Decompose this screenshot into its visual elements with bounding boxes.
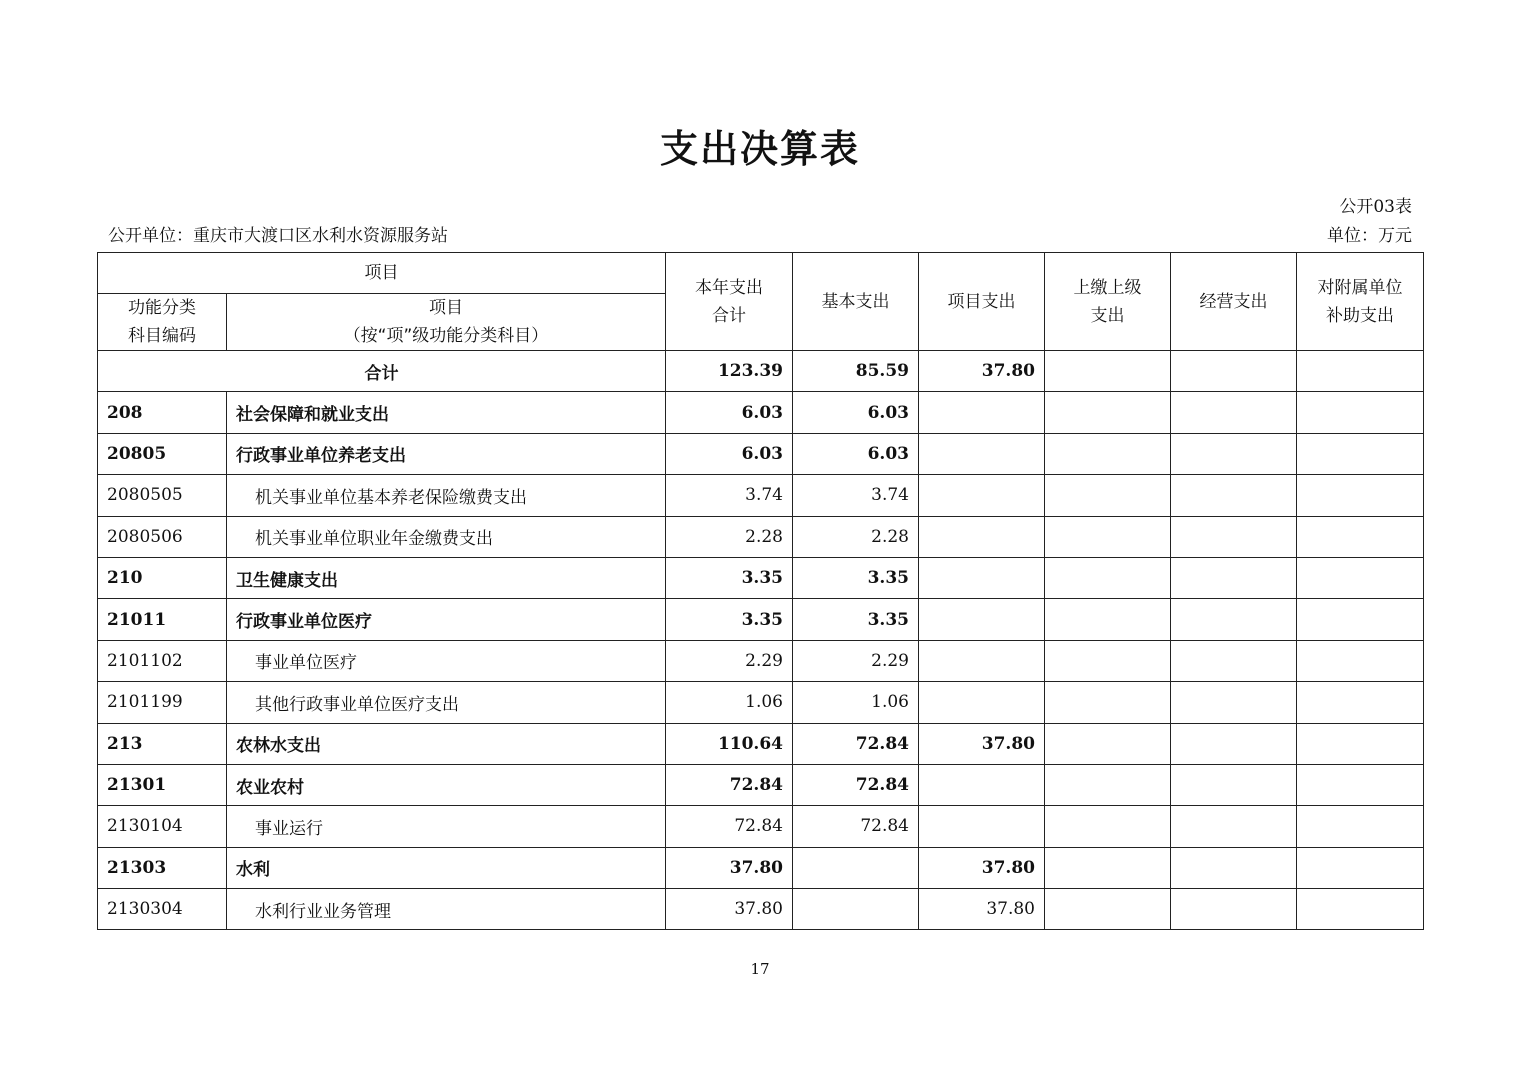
row-operating [1171,392,1297,433]
row-project [919,433,1045,474]
row-code: 21301 [98,764,227,805]
row-remit [1045,392,1171,433]
row-subsidy [1297,475,1424,516]
table-row [98,847,1424,888]
header-project: 项目 [98,253,666,294]
row-basic [793,889,919,930]
row-project [919,557,1045,598]
row-item-name: 水利 [227,847,666,888]
row-item-name: 机关事业单位职业年金缴费支出 [227,516,666,557]
table-row [98,599,1424,640]
row-total: 110.64 [666,723,793,764]
row-basic [793,847,919,888]
row-project [919,599,1045,640]
total-operating [1171,351,1297,392]
row-project [919,392,1045,433]
row-item-name: 事业运行 [227,806,666,847]
table-row [98,806,1424,847]
row-item-name: 事业单位医疗 [227,640,666,681]
row-project [919,475,1045,516]
row-basic: 72.84 [793,764,919,805]
row-total: 3.35 [666,599,793,640]
row-subsidy [1297,889,1424,930]
row-remit [1045,806,1171,847]
row-basic: 6.03 [793,392,919,433]
row-code: 20805 [98,433,227,474]
header-basic: 基本支出 [793,253,919,351]
total-remit [1045,351,1171,392]
header-remit-upper: 上缴上级 支出 [1045,253,1171,351]
header-subsidy: 对附属单位 补助支出 [1297,253,1424,351]
header-row-1 [98,253,1424,294]
row-remit [1045,889,1171,930]
row-subsidy [1297,806,1424,847]
row-total: 6.03 [666,433,793,474]
row-project: 37.80 [919,723,1045,764]
page-title: 支出决算表 [659,127,860,171]
row-subsidy [1297,557,1424,598]
total-total: 123.39 [666,351,793,392]
row-project [919,764,1045,805]
header-operating: 经营支出 [1171,253,1297,351]
currency-unit: 单位：万元 [1327,226,1412,246]
row-basic: 3.74 [793,475,919,516]
row-code: 21011 [98,599,227,640]
table-row [98,475,1424,516]
row-code: 2130304 [98,889,227,930]
row-item-name: 农林水支出 [227,723,666,764]
row-total: 2.29 [666,640,793,681]
row-item-name: 水利行业业务管理 [227,889,666,930]
row-code: 210 [98,557,227,598]
table-row [98,557,1424,598]
row-remit [1045,557,1171,598]
row-subsidy [1297,847,1424,888]
row-operating [1171,723,1297,764]
row-remit [1045,682,1171,723]
row-operating [1171,806,1297,847]
row-subsidy [1297,599,1424,640]
row-basic: 1.06 [793,682,919,723]
row-item-name: 行政事业单位医疗 [227,599,666,640]
row-code: 21303 [98,847,227,888]
row-total: 1.06 [666,682,793,723]
row-code: 2101199 [98,682,227,723]
row-item-name: 行政事业单位养老支出 [227,433,666,474]
row-project [919,806,1045,847]
reporting-organization: 公开单位：重庆市大渡口区水利水资源服务站 [108,226,448,246]
row-code: 213 [98,723,227,764]
row-item-name: 机关事业单位基本养老保险缴费支出 [227,475,666,516]
row-remit [1045,847,1171,888]
row-remit [1045,764,1171,805]
row-operating [1171,682,1297,723]
expenditure-table [97,252,1424,930]
row-basic: 72.84 [793,723,919,764]
row-basic: 3.35 [793,557,919,598]
row-basic: 2.28 [793,516,919,557]
table-row [98,723,1424,764]
row-operating [1171,889,1297,930]
row-operating [1171,516,1297,557]
table-row [98,640,1424,681]
total-basic: 85.59 [793,351,919,392]
table-row [98,889,1424,930]
row-total: 2.28 [666,516,793,557]
header-code: 功能分类 科目编码 [98,294,227,351]
row-basic: 6.03 [793,433,919,474]
row-total: 6.03 [666,392,793,433]
row-operating [1171,475,1297,516]
row-operating [1171,640,1297,681]
row-subsidy [1297,516,1424,557]
row-subsidy [1297,640,1424,681]
row-basic: 2.29 [793,640,919,681]
table-row [98,433,1424,474]
table-row [98,682,1424,723]
row-operating [1171,764,1297,805]
row-remit [1045,475,1171,516]
table-row [98,516,1424,557]
row-project [919,516,1045,557]
row-project: 37.80 [919,889,1045,930]
row-operating [1171,557,1297,598]
row-total: 72.84 [666,806,793,847]
row-item-name: 农业农村 [227,764,666,805]
page-number: 17 [750,960,770,978]
row-remit [1045,516,1171,557]
header-project-expenditure: 项目支出 [919,253,1045,351]
row-code: 2130104 [98,806,227,847]
header-item: 项目 （按“项”级功能分类科目） [227,294,666,351]
row-basic: 72.84 [793,806,919,847]
row-code: 2080506 [98,516,227,557]
row-item-name: 卫生健康支出 [227,557,666,598]
row-total: 37.80 [666,847,793,888]
row-subsidy [1297,723,1424,764]
row-subsidy [1297,682,1424,723]
row-total: 72.84 [666,764,793,805]
row-operating [1171,847,1297,888]
total-label: 合计 [98,351,666,392]
row-subsidy [1297,764,1424,805]
total-row [98,351,1424,392]
row-project: 37.80 [919,847,1045,888]
row-code: 208 [98,392,227,433]
row-total: 3.74 [666,475,793,516]
header-total: 本年支出 合计 [666,253,793,351]
row-project [919,640,1045,681]
row-basic: 3.35 [793,599,919,640]
row-subsidy [1297,392,1424,433]
row-remit [1045,433,1171,474]
row-item-name: 社会保障和就业支出 [227,392,666,433]
table-row [98,764,1424,805]
total-subsidy [1297,351,1424,392]
row-operating [1171,599,1297,640]
total-project: 37.80 [919,351,1045,392]
table-row [98,392,1424,433]
row-code: 2101102 [98,640,227,681]
row-code: 2080505 [98,475,227,516]
row-project [919,682,1045,723]
row-total: 3.35 [666,557,793,598]
form-number: 公开03表 [1339,197,1412,217]
row-remit [1045,599,1171,640]
row-remit [1045,723,1171,764]
row-operating [1171,433,1297,474]
row-subsidy [1297,433,1424,474]
row-remit [1045,640,1171,681]
row-total: 37.80 [666,889,793,930]
row-item-name: 其他行政事业单位医疗支出 [227,682,666,723]
